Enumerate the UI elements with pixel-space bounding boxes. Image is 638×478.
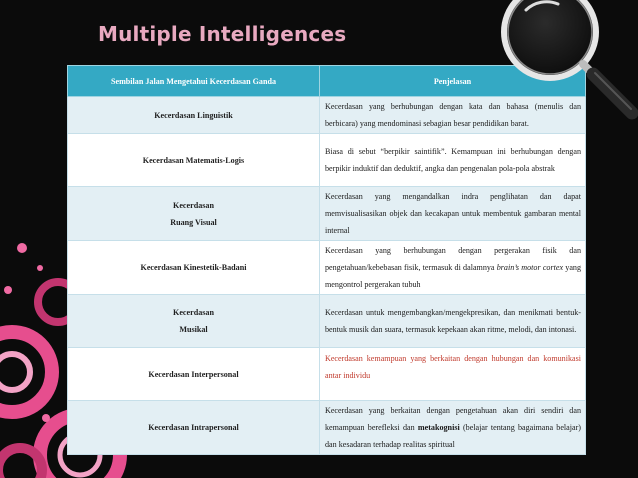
intelligence-description: Kecerdasan yang berhubungan dengan pergerakan fisik dan pengetahuan/kebebasan fisik, termasuk di dalamnya brain’s motor cortex yang mengontrol pergerakan tubuh [320, 241, 586, 295]
table-row [68, 187, 586, 241]
table-row [68, 401, 586, 455]
table-row [68, 241, 586, 295]
intelligence-description: Kecerdasan yang berhubungan dengan kata dan bahasa (menulis dan berbicara) yang mendominasi sebagian besar pendidikan barat. [320, 97, 586, 134]
intelligence-description: Biasa di sebut “berpikir saintifik”. Kemampuan ini berhubungan dengan berpikir induktif dan deduktif, angka dan pengenalan pola-pola abstrak [320, 134, 586, 187]
column-header-intelligence: Sembilan Jalan Mengetahui Kecerdasan Ganda [68, 66, 320, 97]
intelligence-description: Kecerdasan untuk mengembangkan/mengekpresikan, dan menikmati bentuk-bentuk musik dan suara, termasuk kepekaan akan ritme, melodi, dan intonasi. [320, 295, 586, 348]
slide-title: Multiple Intelligences [98, 22, 347, 46]
magnifying-glass-icon [486, 0, 638, 120]
intelligence-name: Kecerdasan Musikal [68, 295, 320, 348]
intelligences-table [67, 65, 586, 455]
table-row [68, 295, 586, 348]
intelligence-name: Kecerdasan Ruang Visual [68, 187, 320, 241]
intelligence-name: Kecerdasan Intrapersonal [68, 401, 320, 455]
intelligence-description: Kecerdasan kemampuan yang berkaitan dengan hubungan dan komunikasi antar individu [320, 348, 586, 401]
table-row [68, 134, 586, 187]
column-header-explanation: Penjelasan [320, 66, 586, 97]
table-row [68, 348, 586, 401]
intelligence-name: Kecerdasan Kinestetik-Badani [68, 241, 320, 295]
intelligence-name: Kecerdasan Interpersonal [68, 348, 320, 401]
intelligence-description: Kecerdasan yang berkaitan dengan pengetahuan akan diri sendiri dan kemampuan berefleksi dan metakognisi (belajar tentang bagaimana belajar) dan kesadaran terhadap realitas spiritual [320, 401, 586, 455]
intelligence-description: Kecerdasan yang mengandalkan indra penglihatan dan dapat memvisualisasikan objek dan kecakapan untuk membentuk gambaran mental internal [320, 187, 586, 241]
intelligence-name: Kecerdasan Matematis-Logis [68, 134, 320, 187]
intelligence-name: Kecerdasan Linguistik [68, 97, 320, 134]
